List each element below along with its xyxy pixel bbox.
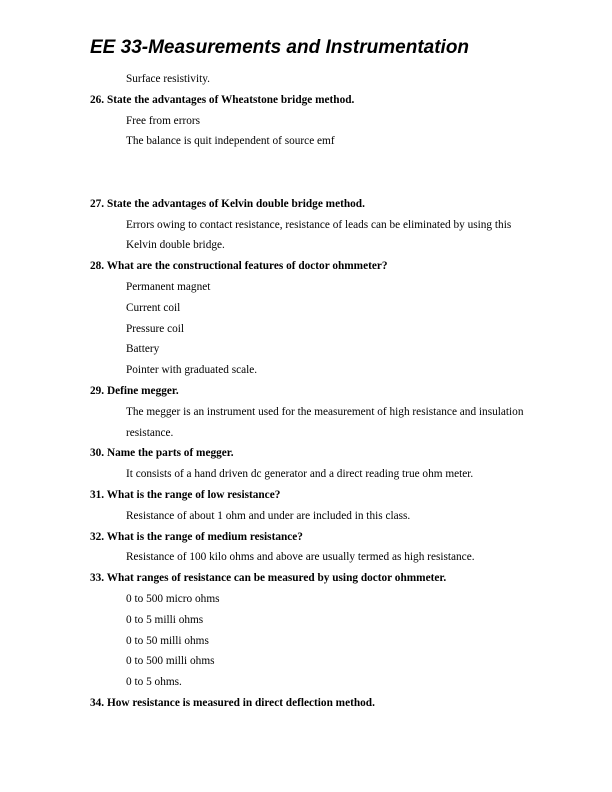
answer-line: It consists of a hand driven dc generator and a direct reading true ohm meter. (126, 468, 474, 481)
answer-line: The balance is quit independent of source emf (126, 135, 335, 148)
answer-line: 0 to 500 micro ohms (126, 592, 220, 605)
answer-line: Current coil (126, 301, 181, 314)
question-heading: 33. What ranges of resistance can be measured by using doctor ohmmeter. (90, 572, 447, 585)
question-26 (90, 90, 530, 152)
blank-space (90, 152, 530, 194)
question-heading: 28. What are the constructional features of doctor ohmmeter? (90, 260, 388, 273)
answer-line: 0 to 50 milli ohms (126, 634, 209, 647)
answer-line: 0 to 500 milli ohms (126, 655, 215, 668)
question-heading: 27. State the advantages of Kelvin double bridge method. (90, 197, 365, 210)
question-32 (90, 527, 530, 569)
answer-line: 0 to 5 ohms. (126, 676, 182, 689)
question-heading: 32. What is the range of medium resistance? (90, 530, 303, 543)
question-27 (90, 194, 530, 256)
question-heading: 30. Name the parts of megger. (90, 447, 234, 460)
question-heading: 31. What is the range of low resistance? (90, 488, 281, 501)
answer-line: Pressure coil (126, 322, 185, 335)
question-31 (90, 485, 530, 527)
question-heading: 26. State the advantages of Wheatstone bridge method. (90, 93, 355, 106)
question-30 (90, 443, 530, 485)
answer-line: 0 to 5 milli ohms (126, 613, 204, 626)
answer-line: Resistance of 100 kilo ohms and above are usually termed as high resistance. (126, 551, 475, 564)
page-title: EE 33-Measurements and Instrumentation (90, 37, 470, 58)
answer-line: Free from errors (126, 114, 201, 127)
answer-line: Battery (126, 343, 160, 356)
question-heading: 29. Define megger. (90, 384, 179, 397)
question-heading: 34. How resistance is measured in direct deflection method. (90, 696, 375, 709)
question-29 (90, 381, 530, 443)
question-34 (90, 693, 530, 714)
question-28 (90, 256, 530, 381)
document-body (90, 69, 530, 714)
answer-line: Pointer with graduated scale. (126, 364, 258, 377)
continuation-text: Surface resistivity. (126, 73, 210, 85)
answer-paragraph: The megger is an instrument used for the measurement of high resistance and insulation resistance. (126, 405, 524, 439)
question-33 (90, 568, 530, 693)
answer-line: Resistance of about 1 ohm and under are included in this class. (126, 509, 411, 522)
answer-line: Permanent magnet (126, 280, 211, 293)
answer-paragraph: Errors owing to contact resistance, resistance of leads can be eliminated by using this Kelvin double bridge. (126, 218, 512, 252)
